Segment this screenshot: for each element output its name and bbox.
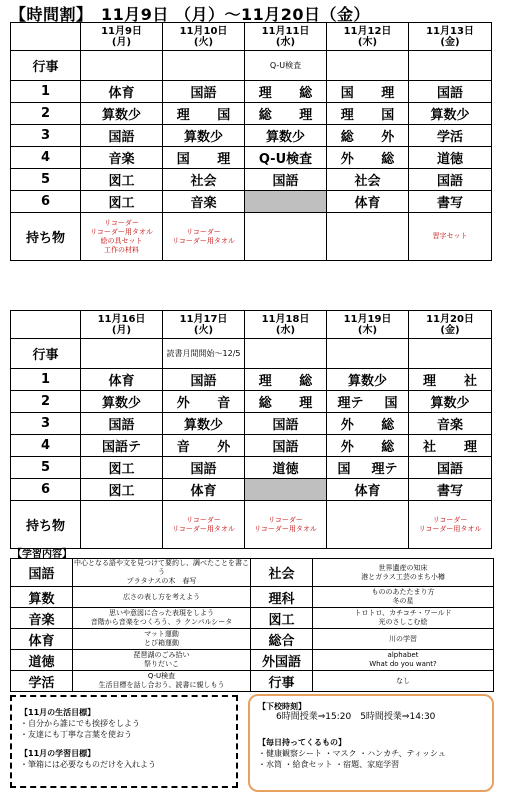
subject-cell: 音楽 xyxy=(163,191,245,213)
event-row-label: 行事 xyxy=(11,339,81,369)
subject-name: 総 xyxy=(381,440,395,455)
content-line: とび箱運動 xyxy=(144,639,179,647)
subject-name: 外国語 xyxy=(251,650,313,671)
subject-cell: 体育 xyxy=(327,479,409,501)
header-corner xyxy=(11,23,81,51)
subject-cell xyxy=(245,369,327,391)
subject-cell: 体育 xyxy=(327,191,409,213)
items-cell xyxy=(327,213,409,261)
item-name: 工作の材料 xyxy=(104,245,139,254)
event-cell: Q-U検査 xyxy=(245,51,327,81)
subject-name: 理 xyxy=(340,108,354,123)
content-line: マット運動 xyxy=(144,630,179,638)
subject-name: 外 xyxy=(217,440,231,455)
subject-cell xyxy=(327,81,409,103)
subject-name: 理 xyxy=(299,108,313,123)
subject-name: 音 xyxy=(176,440,190,455)
event-cell xyxy=(409,51,492,81)
content-line: Q-U検査 xyxy=(147,672,176,680)
subject-name: 理 xyxy=(299,396,313,411)
subject-cell: 算数少 xyxy=(163,413,245,435)
subject-name: 社会 xyxy=(251,559,313,587)
item-name: リコーダー xyxy=(268,515,303,524)
life-goal-item: ・自分から誰にでも挨拶をしよう xyxy=(20,719,140,728)
subject-cell: 算数少 xyxy=(409,103,492,125)
subject-content xyxy=(73,587,251,608)
subject-cell: 図工 xyxy=(81,169,163,191)
daily-item: ・水筒 ・給食セット ・宿題、家庭学習 xyxy=(258,760,400,769)
day-of-week: (金) xyxy=(440,36,460,48)
subject-cell xyxy=(245,479,327,501)
split-subjects xyxy=(327,126,408,145)
subject-name: 総 xyxy=(381,418,395,433)
day-of-week: (火) xyxy=(193,324,214,336)
subject-content xyxy=(313,587,494,608)
subject-cell xyxy=(327,457,409,479)
subject-content xyxy=(313,650,494,671)
period-label: 2 xyxy=(11,103,81,125)
subject-cell: 国語 xyxy=(409,81,492,103)
event-cell xyxy=(163,51,245,81)
event-cell xyxy=(81,339,163,369)
subject-name: 理 xyxy=(381,86,395,101)
day-date: 11月17日 xyxy=(179,313,228,325)
subject-content xyxy=(313,608,494,629)
split-subjects xyxy=(409,370,491,389)
content-line: 思いや意図に合った表現をしよう xyxy=(109,609,214,617)
event-cell xyxy=(327,51,409,81)
subject-cell xyxy=(245,81,327,103)
timetable-week2 xyxy=(10,310,492,549)
content-line: 世界遺産の知床 xyxy=(378,563,428,572)
header-corner xyxy=(11,311,81,339)
subject-name: 外 xyxy=(340,418,354,433)
subject-cell xyxy=(409,435,492,457)
items-cell xyxy=(327,501,409,549)
period-label: 5 xyxy=(11,457,81,479)
subject-cell xyxy=(327,103,409,125)
subject-cell: 図工 xyxy=(81,191,163,213)
day-header xyxy=(81,23,163,51)
subject-name: 外 xyxy=(176,396,190,411)
split-subjects xyxy=(327,414,408,433)
subject-name: 行事 xyxy=(251,671,313,692)
subject-cell: 算数少 xyxy=(409,391,492,413)
item-name: リコーダー xyxy=(186,515,221,524)
study-goal-heading: 【11月の学習目標】 xyxy=(20,749,96,758)
event-cell xyxy=(327,339,409,369)
event-row-label: 行事 xyxy=(11,51,81,81)
subject-name: 理科 xyxy=(251,587,313,608)
event-cell: 読書月間開始～12/5 xyxy=(163,339,245,369)
content-line: 冬の星 xyxy=(392,597,414,605)
day-date: 11月9日 xyxy=(101,25,142,37)
day-of-week: (金) xyxy=(440,324,460,336)
split-subjects xyxy=(245,104,326,123)
subject-cell: 国語 xyxy=(245,435,327,457)
day-header xyxy=(327,311,409,339)
monthly-goals-box xyxy=(10,695,238,788)
subject-cell: 国語 xyxy=(245,169,327,191)
dismissal-info-box xyxy=(248,694,494,792)
day-of-week: (水) xyxy=(275,36,296,48)
content-line: 中心となる語や文を見つけて要約し、調べたことを書こう xyxy=(74,559,249,576)
subject-cell: Q-U検査 xyxy=(245,147,327,169)
subject-name: 理テ xyxy=(371,462,398,477)
subject-cell: 社会 xyxy=(327,169,409,191)
period-label: 6 xyxy=(11,191,81,213)
page-title: 【時間割】 11月9日 （月）～11月20日（金） xyxy=(10,5,371,24)
subject-cell: 音楽 xyxy=(81,147,163,169)
subject-name: 理 xyxy=(258,374,272,389)
subject-cell xyxy=(327,147,409,169)
subject-content xyxy=(73,671,251,692)
dismissal-heading: 【下校時刻】 xyxy=(258,702,306,711)
content-line: なし xyxy=(396,676,410,685)
content-line: もののあたたまり方 xyxy=(371,588,435,596)
item-name: リコーダー用タオル xyxy=(172,236,235,245)
subject-cell xyxy=(327,413,409,435)
subject-cell: 国語 xyxy=(163,457,245,479)
day-header xyxy=(409,311,492,339)
study-section-title: 【学習内容】 xyxy=(12,549,72,560)
subject-cell: 図工 xyxy=(81,479,163,501)
subject-cell: 体育 xyxy=(81,369,163,391)
subject-name: 学活 xyxy=(11,671,73,692)
items-row-label: 持ち物 xyxy=(11,213,81,261)
subject-name: 社 xyxy=(422,440,436,455)
subject-name: 国 xyxy=(337,462,351,477)
subject-name: 社 xyxy=(463,374,477,389)
day-header xyxy=(327,23,409,51)
subject-cell xyxy=(245,391,327,413)
period-label: 3 xyxy=(11,125,81,147)
subject-name: 総 xyxy=(299,86,313,101)
daily-items-heading: 【毎日持ってくるもの】 xyxy=(258,738,346,747)
subject-cell: 国語 xyxy=(409,457,492,479)
day-of-week: (木) xyxy=(357,36,378,48)
subject-name: 道徳 xyxy=(11,650,73,671)
subject-cell: 音楽 xyxy=(409,413,492,435)
day-header xyxy=(245,311,327,339)
subject-name: 体育 xyxy=(11,629,73,650)
event-cell xyxy=(245,339,327,369)
period-label: 6 xyxy=(11,479,81,501)
subject-cell xyxy=(327,435,409,457)
subject-name: 音楽 xyxy=(11,608,73,629)
split-subjects xyxy=(327,82,408,101)
split-subjects xyxy=(327,104,408,123)
item-name: リコーダー用タオル xyxy=(418,524,482,533)
items-cell xyxy=(409,501,492,549)
subject-name: 国 xyxy=(176,152,190,167)
subject-name: 理 xyxy=(422,374,436,389)
period-label: 1 xyxy=(11,81,81,103)
content-line: What do you want? xyxy=(369,660,437,668)
split-subjects xyxy=(327,458,408,477)
subject-content xyxy=(313,629,494,650)
content-line: 音階から音楽をつくろう、ラ クンパルシータ xyxy=(90,618,233,626)
items-cell xyxy=(81,213,163,261)
subject-content xyxy=(73,608,251,629)
period-label: 5 xyxy=(11,169,81,191)
event-cell xyxy=(409,339,492,369)
subject-cell: 書写 xyxy=(409,479,492,501)
subject-cell xyxy=(163,147,245,169)
content-line: 川の学習 xyxy=(389,634,417,643)
items-row-label: 持ち物 xyxy=(11,501,81,549)
content-line: プラタナスの木 春写 xyxy=(126,577,197,585)
subject-name: 図工 xyxy=(251,608,313,629)
subject-name: 理 xyxy=(176,108,190,123)
day-of-week: (木) xyxy=(357,324,378,336)
subject-name: 音 xyxy=(217,396,231,411)
subject-name: 国 xyxy=(381,108,395,123)
item-name: リコーダー xyxy=(186,227,221,236)
split-subjects xyxy=(163,392,244,411)
item-name: リコーダー xyxy=(104,218,139,227)
item-name: リコーダー用タオル xyxy=(172,524,235,533)
split-subjects xyxy=(163,104,244,123)
subject-cell: 算数少 xyxy=(81,391,163,413)
subject-name: 総 xyxy=(299,374,313,389)
subject-cell: 体育 xyxy=(163,479,245,501)
day-date: 11月11日 xyxy=(261,25,310,37)
item-name: リコーダー用タオル xyxy=(90,227,153,236)
subject-name: 総 xyxy=(340,130,354,145)
items-cell xyxy=(163,213,245,261)
content-line: 琵琶湖のごみ拾い xyxy=(133,651,190,659)
subject-name: 理 xyxy=(463,440,477,455)
subject-name: 理 xyxy=(258,86,272,101)
subject-name: 算数 xyxy=(11,587,73,608)
dismissal-times: 6時間授業⇒15:20 5時間授業⇒14:30 xyxy=(276,712,436,722)
subject-cell: 算数少 xyxy=(163,125,245,147)
subject-cell: 算数少 xyxy=(245,125,327,147)
subject-cell: 社会 xyxy=(163,169,245,191)
subject-cell: 国語 xyxy=(409,169,492,191)
subject-cell: 体育 xyxy=(81,81,163,103)
subject-cell: 学活 xyxy=(409,125,492,147)
subject-cell xyxy=(163,391,245,413)
subject-cell: 国語 xyxy=(163,81,245,103)
subject-cell: 国語 xyxy=(163,369,245,391)
item-name: 絵の具セット xyxy=(100,236,143,245)
day-date: 11月12日 xyxy=(343,25,392,37)
subject-cell xyxy=(245,103,327,125)
timetable-week1 xyxy=(10,22,492,261)
split-subjects xyxy=(245,392,326,411)
split-subjects xyxy=(327,392,408,411)
subject-cell xyxy=(409,369,492,391)
subject-content xyxy=(73,629,251,650)
items-cell xyxy=(81,501,163,549)
split-subjects xyxy=(163,436,244,455)
day-of-week: (火) xyxy=(193,36,214,48)
subject-cell: 図工 xyxy=(81,457,163,479)
items-cell xyxy=(245,501,327,549)
subject-content xyxy=(73,650,251,671)
period-label: 1 xyxy=(11,369,81,391)
subject-cell: 国語 xyxy=(245,413,327,435)
content-line: alphabet xyxy=(387,651,419,659)
subject-name: 総 xyxy=(258,108,272,123)
subject-cell xyxy=(163,435,245,457)
subject-name: 理テ xyxy=(337,396,364,411)
life-goal-heading: 【11月の生活目標】 xyxy=(20,708,96,717)
split-subjects xyxy=(327,436,408,455)
day-date: 11月13日 xyxy=(426,25,474,37)
day-of-week: (月) xyxy=(111,324,132,336)
content-line: 祭りだいこ xyxy=(144,660,179,668)
items-cell xyxy=(245,213,327,261)
day-date: 11月18日 xyxy=(261,313,310,325)
subject-name: 外 xyxy=(340,152,354,167)
subject-name: 理 xyxy=(217,152,231,167)
subject-cell: 算数少 xyxy=(81,103,163,125)
content-line: 広さの表し方を考えよう xyxy=(123,592,200,601)
period-label: 2 xyxy=(11,391,81,413)
life-goal-item: ・友達にも丁寧な言葉を使おう xyxy=(20,730,132,739)
subject-cell: 国語 xyxy=(81,125,163,147)
subject-cell: 算数少 xyxy=(327,369,409,391)
item-name: リコーダー xyxy=(432,515,468,524)
subject-content xyxy=(313,559,494,587)
day-of-week: (水) xyxy=(275,324,296,336)
day-header xyxy=(163,23,245,51)
subject-name: 総合 xyxy=(251,629,313,650)
split-subjects xyxy=(245,370,326,389)
subject-cell xyxy=(245,191,327,213)
day-header xyxy=(81,311,163,339)
day-date: 11月10日 xyxy=(179,25,228,37)
day-date: 11月16日 xyxy=(97,313,146,325)
item-name: 習字セット xyxy=(432,232,468,240)
subject-content xyxy=(73,559,251,587)
subject-name: 国 xyxy=(384,396,398,411)
split-subjects xyxy=(163,148,244,167)
period-label: 4 xyxy=(11,435,81,457)
content-line: 港とガラス工芸のまち小樽 xyxy=(361,572,445,581)
study-goal-item: ・筆箱には必要なものだけを入れよう xyxy=(20,760,156,769)
day-header xyxy=(409,23,492,51)
subject-cell xyxy=(327,391,409,413)
subject-cell: 国語 xyxy=(81,413,163,435)
day-of-week: (月) xyxy=(111,36,132,48)
subject-cell: 国語テ xyxy=(81,435,163,457)
day-date: 11月19日 xyxy=(343,313,392,325)
daily-item: ・健康観察シート ・マスク ・ハンカチ、ティッシュ xyxy=(258,749,446,758)
event-cell xyxy=(81,51,163,81)
split-subjects xyxy=(245,82,326,101)
split-subjects xyxy=(409,436,491,455)
subject-name: 総 xyxy=(381,152,395,167)
subject-cell: 道徳 xyxy=(409,147,492,169)
content-line: トロトロ、カチコチ・ワールド xyxy=(354,609,452,617)
subject-name: 国 xyxy=(217,108,231,123)
day-date: 11月20日 xyxy=(426,313,474,325)
period-label: 3 xyxy=(11,413,81,435)
subject-name: 総 xyxy=(258,396,272,411)
subject-name: 国語 xyxy=(11,559,73,587)
day-header xyxy=(245,23,327,51)
items-cell xyxy=(163,501,245,549)
subject-cell: 道徳 xyxy=(245,457,327,479)
content-line: 光のさしこむ絵 xyxy=(378,618,428,626)
period-label: 4 xyxy=(11,147,81,169)
subject-name: 外 xyxy=(340,440,354,455)
study-content-table xyxy=(10,558,494,692)
content-line: 生活目標を話し合おう、読書に親しもう xyxy=(98,681,225,689)
subject-cell xyxy=(163,103,245,125)
day-header xyxy=(163,311,245,339)
items-cell xyxy=(409,213,492,261)
subject-content xyxy=(313,671,494,692)
item-name: リコーダー用タオル xyxy=(254,524,317,533)
split-subjects xyxy=(327,148,408,167)
subject-name: 外 xyxy=(381,130,395,145)
subject-cell xyxy=(327,125,409,147)
subject-cell: 書写 xyxy=(409,191,492,213)
subject-name: 国 xyxy=(340,86,354,101)
